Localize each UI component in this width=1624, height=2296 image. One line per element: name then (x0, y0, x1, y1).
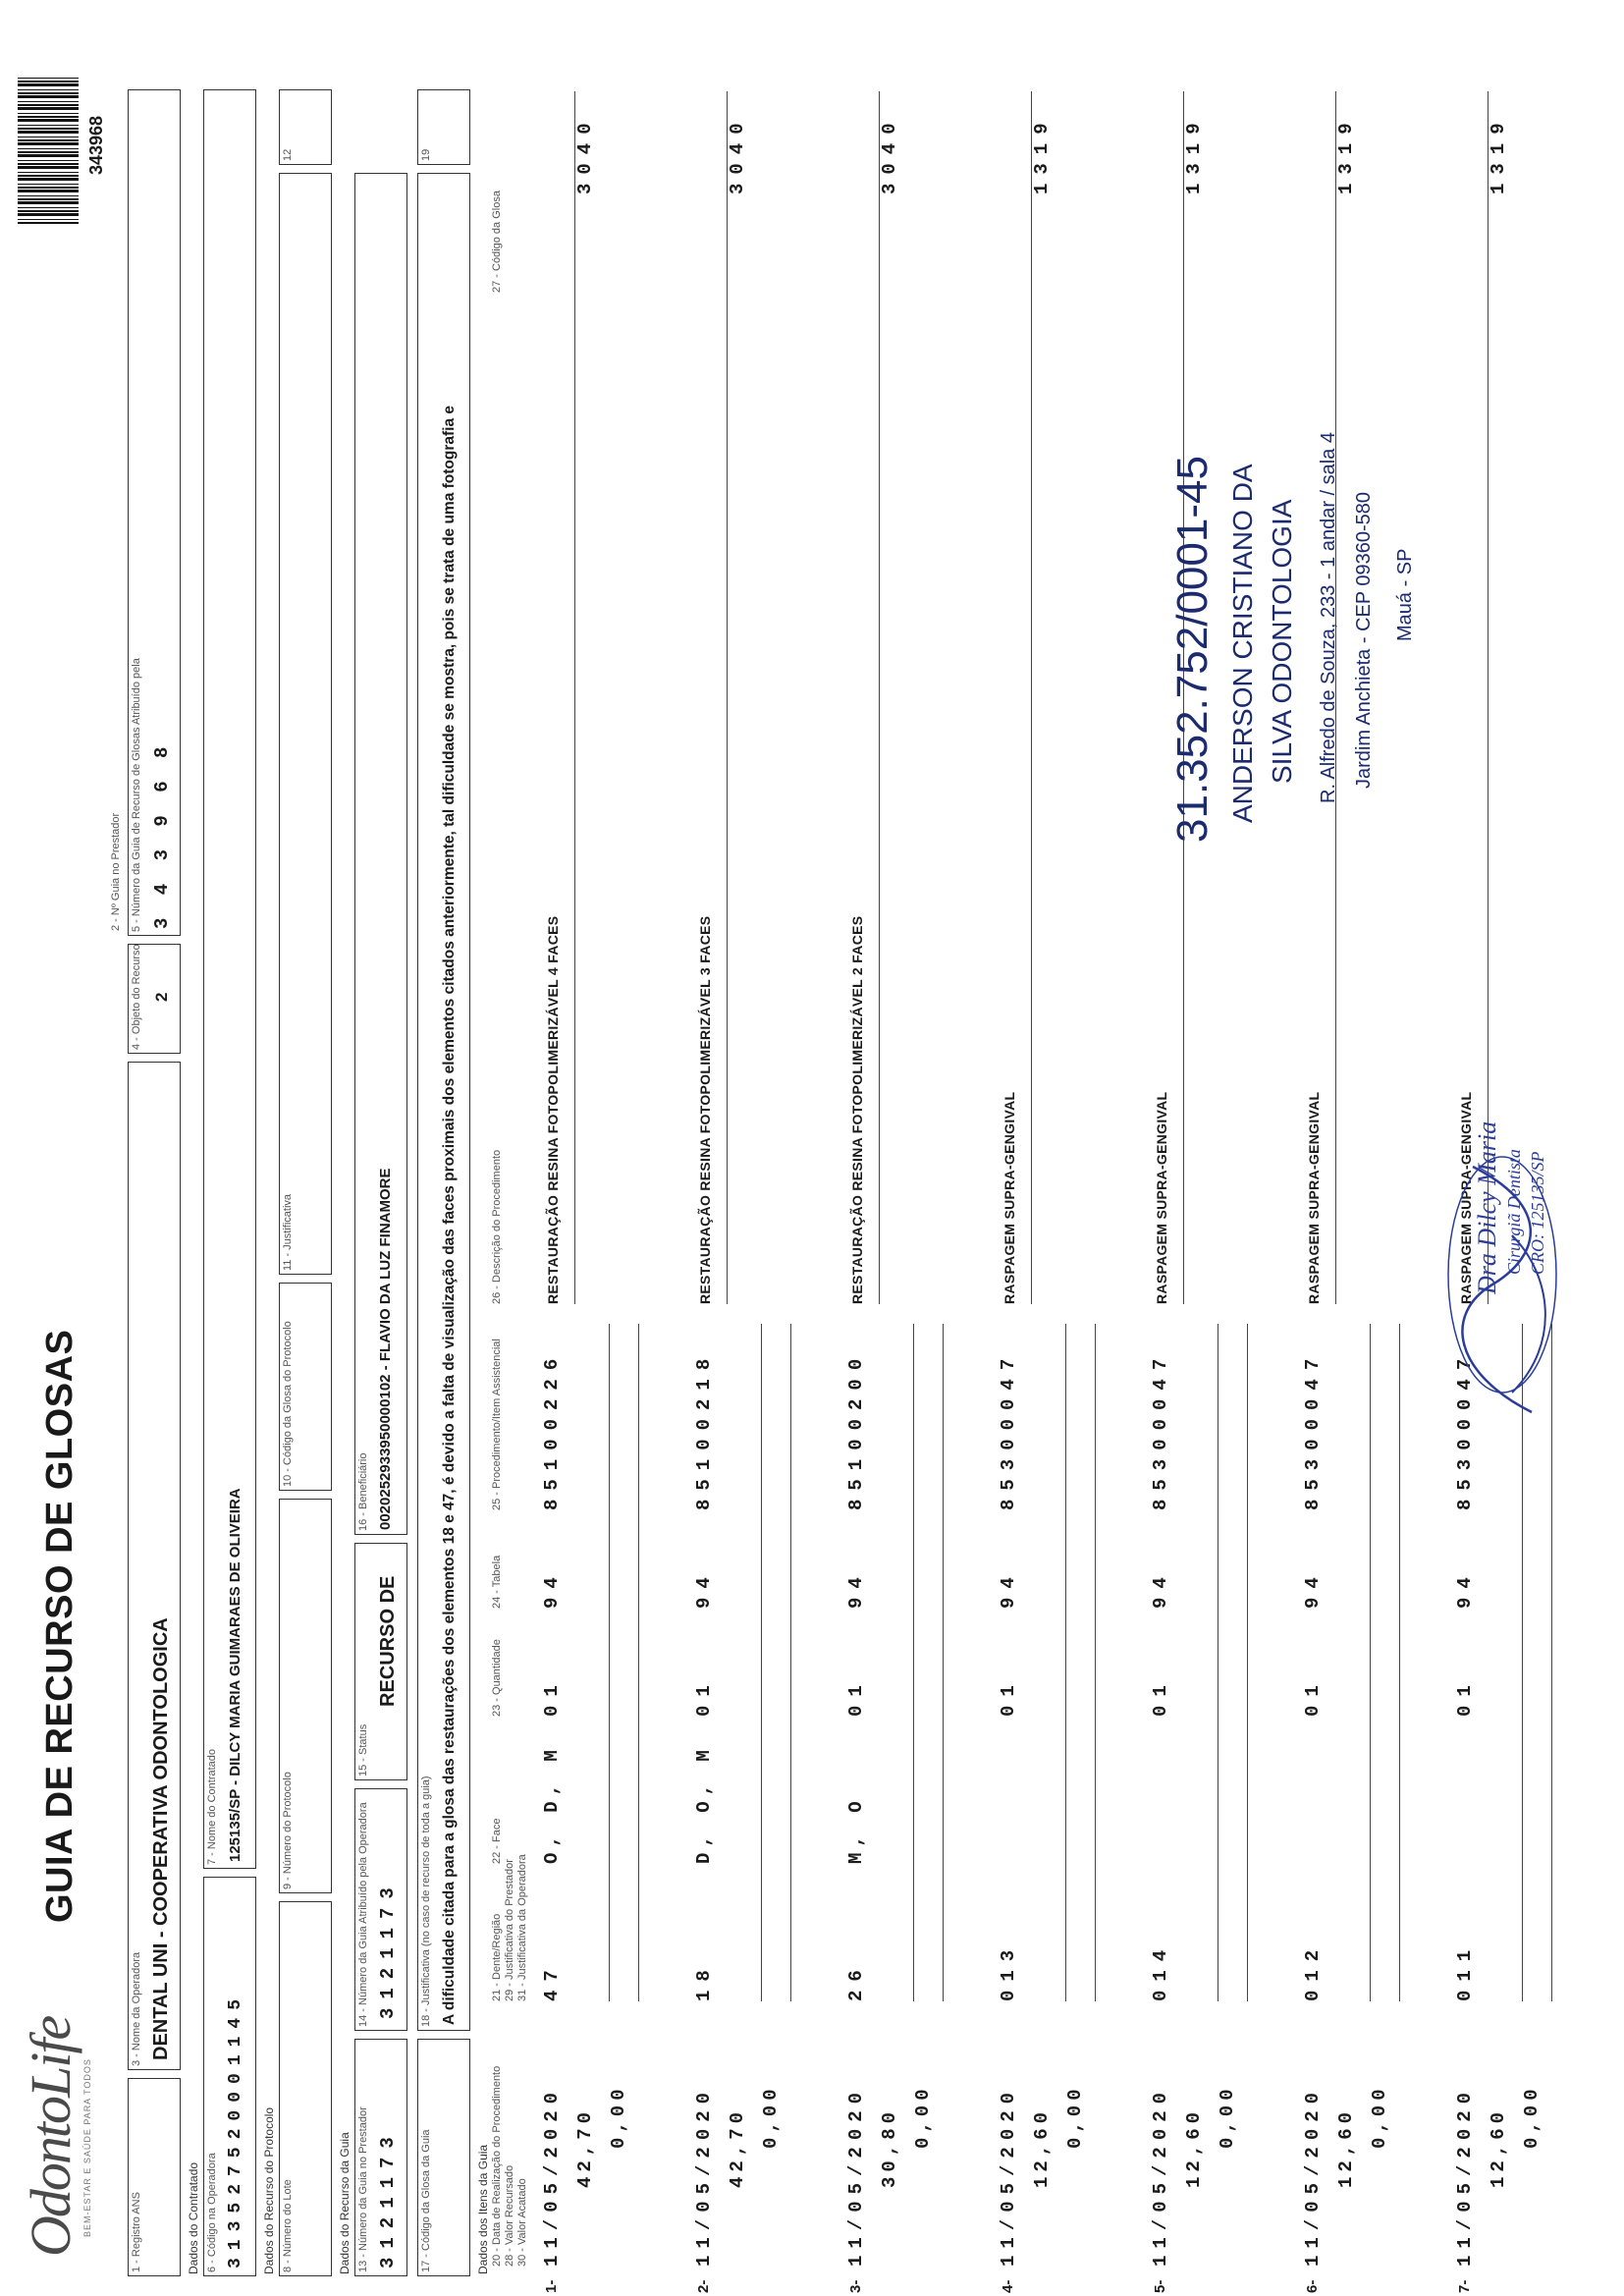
field-7-label: 7 - Nome do Contratado (206, 1748, 218, 1865)
col-29-label: 29 - Justificativa do Prestador (504, 1859, 515, 2001)
signature-name: Dra Dilcy Maria (1473, 1121, 1501, 1294)
item-row (839, 0, 957, 2296)
guide-number-operator: 3121173 (377, 1879, 399, 2019)
procedure-code: 85100218 (693, 1349, 715, 1510)
appealed-value: 12,60 (1335, 2106, 1357, 2188)
signature-cro: CRO: 125135/SP (1528, 1151, 1547, 1275)
section-protocolo: Dados do Recurso do Protocolo (262, 2106, 276, 2274)
row-number: 1- (543, 2279, 560, 2293)
quantity: 01 (1150, 1676, 1171, 1717)
appealed-value: 42,70 (727, 2106, 748, 2188)
row-divider (727, 91, 728, 1304)
table-code: 94 (845, 1568, 867, 1609)
section-items: Dados dos Itens da Guia (476, 2144, 490, 2274)
procedure-date: 11/05/2020 (1454, 2085, 1476, 2267)
field-19-label: 19 (420, 148, 432, 161)
row-divider (1031, 91, 1032, 1304)
justification-line (609, 1324, 610, 2001)
quantity: 01 (1454, 1676, 1476, 1717)
accepted-value: 0,00 (1521, 2084, 1543, 2149)
table-code: 94 (1302, 1568, 1324, 1609)
col-20-label: 20 - Data de Realização do Procedimento (491, 2065, 503, 2267)
tooth-region: 013 (998, 1941, 1019, 2001)
glosa-code: 1319 (1031, 114, 1053, 194)
justification-line (761, 1324, 762, 2001)
appealed-value: 12,60 (1488, 2106, 1509, 2188)
accepted-value: 0,00 (760, 2084, 782, 2149)
quantity: 01 (845, 1676, 867, 1717)
section-guia: Dados do Recurso da Guia (338, 2132, 352, 2274)
field-3-label: 3 - Nome da Operadora (131, 1951, 142, 2066)
justification-line (1095, 1324, 1096, 2001)
glosa-code: 3040 (727, 114, 748, 194)
tooth-region: 012 (1302, 1941, 1324, 2001)
appealed-value: 12,60 (1183, 2106, 1205, 2188)
tooth-face: M, O (845, 1795, 867, 1864)
field-9-label: 9 - Número do Protocolo (282, 1772, 294, 1889)
row-number: 6- (1304, 2279, 1321, 2293)
procedure-code: 85300047 (1454, 1349, 1476, 1510)
beneficiary-value: 0020252933950000102 - FLAVIO DA LUZ FINAMORE (377, 1168, 394, 1530)
procedure-description: RASPAGEM SUPRA-GENGIVAL (1306, 1091, 1322, 1304)
operator-name: DENTAL UNI - COOPERATIVA ODONTOLOGICA (150, 1617, 172, 2060)
tooth-region: 014 (1150, 1941, 1171, 2001)
appeal-number-value: 3 4 3 9 6 8 (151, 740, 173, 929)
field-18-label: 18 - Justificativa (no caso de recurso de toda a guia) (420, 1776, 432, 2027)
col-23-label: 23 - Quantidade (491, 1639, 503, 1717)
appealed-value: 12,60 (1031, 2106, 1053, 2188)
procedure-code: 85300047 (998, 1349, 1019, 1510)
glosa-code: 3040 (574, 114, 596, 194)
field-1-label: 1 - Registro ANS (131, 2192, 142, 2272)
item-row (1144, 0, 1262, 2296)
quantity: 01 (693, 1676, 715, 1717)
table-code: 94 (693, 1568, 715, 1609)
justification-line (1065, 1324, 1066, 2001)
procedure-description: RESTAURAÇÃO RESINA FOTOPOLIMERIZÁVEL 2 FACES (849, 915, 865, 1304)
item-row (1296, 0, 1414, 2296)
col-26-label: 26 - Descrição do Procedimento (491, 1149, 503, 1304)
item-row (687, 0, 805, 2296)
odontolife-logo: OdontoLife (19, 2016, 82, 2257)
table-code: 94 (541, 1568, 563, 1609)
accepted-value: 0,00 (912, 2084, 934, 2149)
justification-line (1399, 1324, 1400, 2001)
col-27-label: 27 - Código da Glosa (491, 191, 503, 293)
field-6-label: 6 - Código na Operadora (206, 2153, 218, 2272)
col-31-label: 31 - Justificativa da Operadora (516, 1854, 528, 2001)
procedure-description: RASPAGEM SUPRA-GENGIVAL (1001, 1091, 1017, 1304)
procedure-code: 85300047 (1302, 1349, 1324, 1510)
stamp-cnpj: 31.352.752/0001-45 (1168, 456, 1217, 843)
field-13-label: 13 - Número da Guia no Prestador (357, 2106, 369, 2272)
row-divider (574, 91, 575, 1304)
guide-number-provider: 3121173 (377, 2128, 399, 2269)
col-25-label: 25 - Procedimento/Item Assistencial (491, 1339, 503, 1510)
quantity: 01 (1302, 1676, 1324, 1717)
procedure-code: 85300047 (1150, 1349, 1171, 1510)
field-4-label: 4 - Objeto do Recurso (131, 944, 142, 1050)
justification-line (943, 1324, 944, 2001)
item-row (992, 0, 1110, 2296)
justification-line (913, 1324, 914, 2001)
appealed-value: 30,80 (879, 2106, 900, 2188)
barcode-graphic (18, 77, 79, 224)
procedure-code: 85100200 (845, 1349, 867, 1510)
logo-subtitle: BEM-ESTAR E SAÚDE PARA TODOS (82, 2058, 92, 2237)
tooth-face: D, O, M (693, 1744, 715, 1864)
col-30-label: 30 - Valor Acatado (516, 2178, 528, 2267)
row-number: 7- (1456, 2279, 1473, 2293)
field-11-box (279, 173, 332, 1275)
table-code: 94 (998, 1568, 1019, 1609)
stamp-city: Mauá - SP (1394, 548, 1416, 641)
col-24-label: 24 - Tabela (491, 1555, 503, 1609)
col-21-label: 21 - Dente/Região (491, 1913, 503, 2001)
tooth-region: 18 (693, 1961, 715, 2001)
row-divider (879, 91, 880, 1304)
procedure-date: 11/05/2020 (998, 2085, 1019, 2267)
appeal-object-value: 2 (152, 992, 171, 1002)
col-28-label: 28 - Valor Recursado (504, 2164, 515, 2267)
procedure-date: 11/05/2020 (845, 2085, 867, 2267)
tooth-region: 011 (1454, 1941, 1476, 2001)
row-number: 2- (695, 2279, 712, 2293)
row-number: 3- (847, 2279, 864, 2293)
field-8-label: 8 - Número do Lote (282, 2179, 294, 2272)
glosa-code: 1319 (1488, 114, 1509, 194)
contractor-name: 125135/SP - DILCY MARIA GUIMARAES DE OLIVEIRA (227, 1488, 244, 1862)
form-title: GUIA DE RECURSO DE GLOSAS (39, 1329, 81, 1923)
field-15-label: 15 - Status (357, 1723, 369, 1777)
field-12-label: 12 (282, 148, 294, 161)
field-17-label: 17 - Código da Glosa da Guia (420, 2129, 432, 2272)
tooth-face: O, D, M (541, 1744, 563, 1864)
procedure-description: RESTAURAÇÃO RESINA FOTOPOLIMERIZÁVEL 4 FACES (545, 915, 561, 1304)
glosa-code: 3040 (879, 114, 900, 194)
procedure-date: 11/05/2020 (541, 2085, 563, 2267)
table-code: 94 (1454, 1568, 1476, 1609)
table-code: 94 (1150, 1568, 1171, 1609)
justification-line (638, 1324, 639, 2001)
stamp-address-1: R. Alfredo de Souza, 233 - 1 andar / sala 4 (1318, 431, 1339, 803)
field-11-label: 11 - Justificativa (282, 1193, 294, 1271)
signature-role: Cirurgiã Dentista (1504, 1149, 1524, 1275)
quantity: 01 (541, 1676, 563, 1717)
field-5-label: 5 - Número da Guia de Recurso de Glosas Atribuído pela (131, 658, 142, 932)
tooth-region: 47 (541, 1961, 563, 2001)
procedure-description: RASPAGEM SUPRA-GENGIVAL (1154, 1091, 1169, 1304)
col-22-label: 22 - Face (491, 1818, 503, 1864)
accepted-value: 0,00 (1064, 2084, 1086, 2149)
justification-line (1247, 1324, 1248, 2001)
barcode-number: 343968 (86, 115, 106, 175)
appealed-value: 42,70 (574, 2106, 596, 2188)
tooth-region: 26 (845, 1961, 867, 2001)
procedure-code: 85100226 (541, 1349, 563, 1510)
row-number: 4- (1000, 2279, 1016, 2293)
justification-value: A dificuldade citada para a glosa das restaurações dos elementos 18 e 47, é devido a falta de visualização das faces proximais dos elementos citados anteriormente, tal dificuldade se mostra, pois se trata de uma fotografia e (441, 405, 458, 2025)
justification-line (1370, 1324, 1371, 2001)
procedure-date: 11/05/2020 (1150, 2085, 1171, 2267)
accepted-value: 0,00 (608, 2084, 629, 2149)
glosa-code: 1319 (1335, 114, 1357, 194)
field-14-label: 14 - Número da Guia Atribuído pela Operadora (357, 1802, 369, 2027)
procedure-description: RASPAGEM SUPRA-GENGIVAL (1458, 1091, 1474, 1304)
status-value: RECURSO DE (377, 1575, 399, 1707)
glosa-code: 1319 (1183, 114, 1205, 194)
field-2-label: 2 - Nº Guia no Prestador (110, 812, 122, 931)
quantity: 01 (998, 1676, 1019, 1717)
field-16-label: 16 - Beneficiário (357, 1452, 369, 1531)
stamp-address-2: Jardim Anchieta - CEP 09360-580 (1353, 491, 1375, 789)
row-number: 5- (1152, 2279, 1168, 2293)
field-10-label: 10 - Código da Glosa do Protocolo (282, 1321, 294, 1487)
procedure-date: 11/05/2020 (693, 2085, 715, 2267)
stamp-name-2: SILVA ODONTOLOGIA (1267, 499, 1297, 784)
stamp-name-1: ANDERSON CRISTIANO DA (1227, 464, 1258, 823)
procedure-date: 11/05/2020 (1302, 2085, 1324, 2267)
procedure-description: RESTAURAÇÃO RESINA FOTOPOLIMERIZÁVEL 3 FACES (697, 915, 713, 1304)
section-contratado: Dados do Contratado (187, 2161, 200, 2274)
operator-code-value: 313527520001145 (226, 1991, 245, 2269)
accepted-value: 0,00 (1369, 2084, 1390, 2149)
justification-line (790, 1324, 791, 2001)
item-row (535, 0, 653, 2296)
accepted-value: 0,00 (1217, 2084, 1238, 2149)
